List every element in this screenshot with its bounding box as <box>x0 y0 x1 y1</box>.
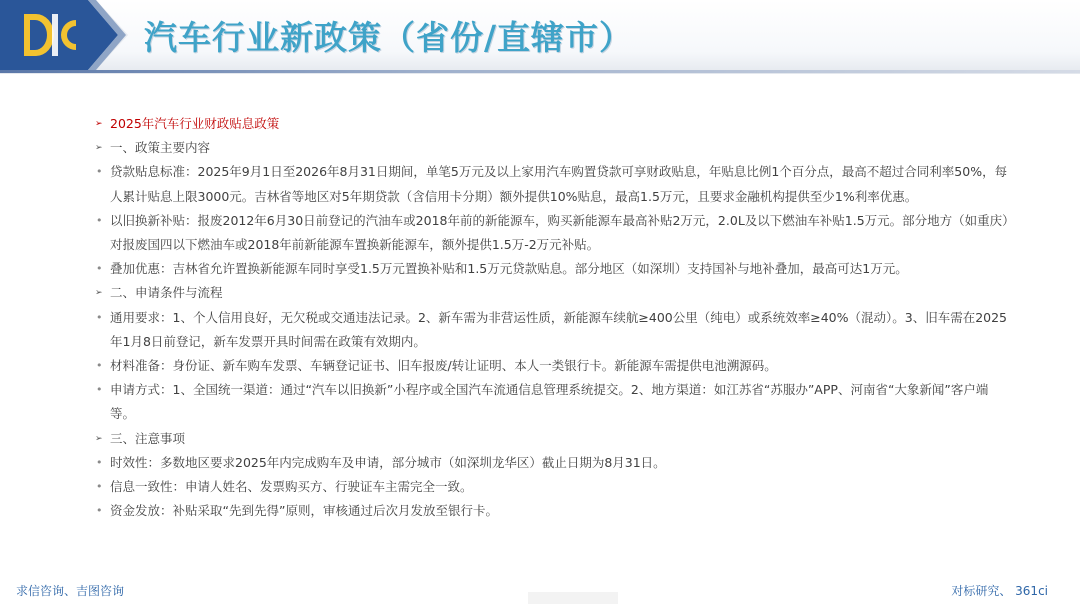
dot-bullet-icon: • <box>96 262 103 276</box>
section-heading-text: 二、申请条件与流程 <box>110 285 223 301</box>
section-heading-2 <box>93 281 1013 305</box>
list-item-text: 资金发放：补贴采取“先到先得”原则，审核通过后次月发放至银行卡。 <box>110 503 498 519</box>
list-item-text: 材料准备：身份证、新车购车发票、车辆登记证书、旧车报废/转让证明、本人一类银行卡。新能源车需提供电池溯源码。 <box>110 358 777 374</box>
arrow-bullet-icon: ➢ <box>95 119 103 129</box>
header-bar <box>0 0 1080 74</box>
section-heading-text: 一、政策主要内容 <box>110 140 211 156</box>
dc-logo-icon <box>0 0 128 70</box>
section-heading-1 <box>93 136 1013 160</box>
list-item <box>93 209 1013 257</box>
dot-bullet-icon: • <box>96 310 103 324</box>
dot-bullet-icon: • <box>96 165 103 179</box>
section-heading-3 <box>93 427 1013 451</box>
list-item-text: 申请方式：1、全国统一渠道：通过“汽车以旧换新”小程序或全国汽车流通信息管理系统提交。2、地方渠道：如江苏省“苏服办”APP、河南省“大象新闻”客户端等。 <box>110 382 989 422</box>
dot-bullet-icon: • <box>96 455 103 469</box>
page-title: 汽车行业新政策（省份/直辖市） <box>144 18 634 57</box>
dot-bullet-icon: • <box>96 359 103 373</box>
policy-content <box>93 112 1013 523</box>
list-item <box>93 475 1013 499</box>
arrow-bullet-icon: ➢ <box>95 143 103 154</box>
arrow-bullet-icon: ➢ <box>95 288 103 299</box>
watermark <box>528 592 618 604</box>
list-item <box>93 378 1013 426</box>
list-item <box>93 257 1013 281</box>
list-item <box>93 499 1013 523</box>
arrow-bullet-icon: ➢ <box>95 433 103 444</box>
list-item <box>93 160 1013 208</box>
list-item-text: 贷款贴息标准：2025年9月1日至2026年8月31日期间，单笔5万元及以上家用汽车购置贷款可享财政贴息，年贴息比例1个百分点，最高不超过合同利率50%，每人累计贴息上限3000元。吉林省等地区对5年期贷款（含信用卡分期）额外提供10%贴息，最高1.5万元，且要求金融机构提供至少1%利率优惠。 <box>110 164 1008 204</box>
dot-bullet-icon: • <box>96 504 103 518</box>
header-divider <box>0 70 1080 73</box>
dot-bullet-icon: • <box>96 213 103 227</box>
dot-bullet-icon: • <box>96 480 103 494</box>
list-item-text: 时效性：多数地区要求2025年内完成购车及申请，部分城市（如深圳龙华区）截止日期为8月31日。 <box>110 454 666 470</box>
footer-left-text: 求信咨询、吉图咨询 <box>16 584 125 598</box>
list-item <box>93 306 1013 354</box>
list-item <box>93 451 1013 475</box>
list-item-text: 信息一致性：申请人姓名、发票购买方、行驶证车主需完全一致。 <box>110 479 473 495</box>
list-item-text: 以旧换新补贴：报废2012年6月30日前登记的汽油车或2018年前的新能源车，购买新能源车最高补贴2万元，2.0L及以下燃油车补贴1.5万元。部分地方（如重庆）对报废国四以下燃油车或2018年前新能源车置换新能源车，额外提供1.5万-2万元补贴。 <box>110 212 1009 253</box>
main-heading <box>93 112 1013 136</box>
main-heading-text: 2025年汽车行业财政贴息政策 <box>110 116 280 131</box>
section-heading-text: 三、注意事项 <box>110 430 186 446</box>
footer-right-text: 对标研究、 361ci <box>951 584 1048 598</box>
list-item-text: 通用要求：1、个人信用良好，无欠税或交通违法记录。2、新车需为非营运性质，新能源车续航≥400公里（纯电）或系统效率≥40%（混动）。3、旧车需在2025年1月8日前登记，新车发票开具时间需在政策有效期内。 <box>110 309 1008 349</box>
list-item-text: 叠加优惠：吉林省允许置换新能源车同时享受1.5万元置换补贴和1.5万元贷款贴息。部分地区（如深圳）支持国补与地补叠加，最高可达1万元。 <box>110 261 908 277</box>
list-item <box>93 354 1013 378</box>
dot-bullet-icon: • <box>96 383 103 397</box>
